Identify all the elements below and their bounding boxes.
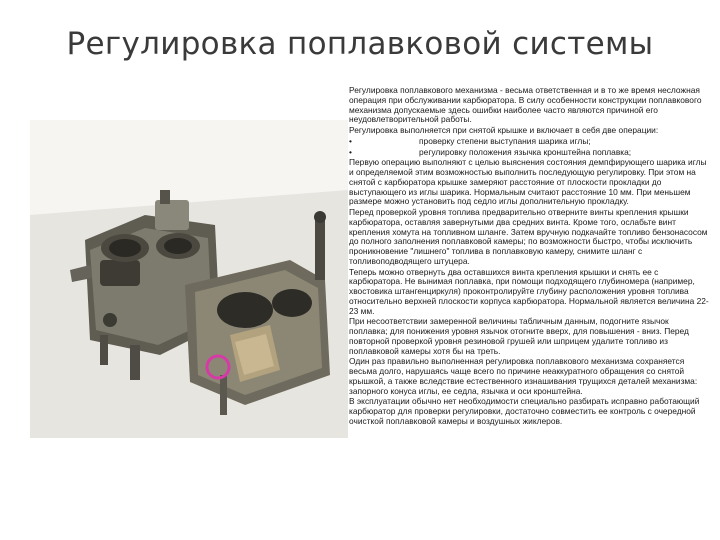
paragraph: При несоответствии замеренной величины табличным данным, подогните язычок поплавка; для понижения уровня язычок отогните вверх, для повышения - вниз. Перед повторной проверкой уровня резиновой грушей или шприцем удалите топливо из поплавковой камеры хотя бы на треть. <box>349 316 689 356</box>
paragraph: Регулировка поплавкового механизма - весьма ответственная и в то же время несложная операция при обслуживании карбюратора. В силу особенности конструкции поплавкового механизма допускаемые здесь ошибки наиболее часто являются причиной его неудовлетворительной работы. <box>349 86 702 125</box>
carburetor-illustration <box>30 120 348 438</box>
paragraph: Один раз правильно выполненная регулировка поплавкового механизма сохраняется весьма долго, нарушаясь чаще всего по причине неаккуратного обращения со снятой крышкой, а также вследствие естественного изнашивания трущихся деталей механизма: запорного конуса иглы, ее седла, язычка и оси кронштейна. <box>349 356 698 396</box>
body-text <box>349 86 709 538</box>
bullet-text: проверку степени выступания шарика иглы; <box>419 135 591 146</box>
carburetor-photo <box>30 120 348 438</box>
paragraph: В эксплуатации обычно нет необходимости специально разбирать исправно работающий карбюратор для проверки регулировки, достаточно совместить ее контроль с очередной очисткой поплавковой камеры и воздушных жиклеров. <box>349 396 700 426</box>
paragraph: Теперь можно отвернуть два оставшихся винта крепления крышки и снять ее с карбюратора. Не вынимая поплавка, при помощи подходящего глубиномера (например, хвостовика штангенциркуля) проконтролируйте глубину расположения уровня топлива относительно верхней плоскости корпуса карбюратора. Нормальной является величина 22-23 мм. <box>349 266 709 316</box>
paragraph: Перед проверкой уровня топлива предварительно отверните винты крепления крышки карбюратора, оставляя завернутыми два средних винта. Кроме того, ослабьте винт крепления хомута на топливном шланге. Затем вручную подкачайте топливо бензонасосом до полного заполнения поплавковой камеры; по возможности быстро, чтобы исключить проникновение "лишнего" топлива в поплавковую камеру, снимите шланг с топливоподводящего штуцера. <box>349 207 708 266</box>
bullet-item <box>349 148 709 158</box>
paragraph: Первую операцию выполняют с целью выяснения состояния демпфирующего шарика иглы и определяемой этим возможностью выполнить последующую регулировку. При этом на снятой с карбюратора крышке замеряют расстояние от плоскости прокладки до выступающего из иглы шарика. Нормальным считают расстояние 10 мм. При меньшем размере можно установить под седло иглы дополнительную прокладку. <box>349 157 707 207</box>
bullet-item <box>349 137 709 147</box>
slide-title: Регулировка поплавковой системы <box>66 26 654 62</box>
bullet-text: регулировку положения язычка кронштейна поплавка; <box>419 146 632 157</box>
paragraph: Регулировка выполняется при снятой крышке и включает в себя две операции: <box>349 125 659 135</box>
bullet-marker: • <box>349 135 352 146</box>
bullet-marker: • <box>349 146 352 157</box>
